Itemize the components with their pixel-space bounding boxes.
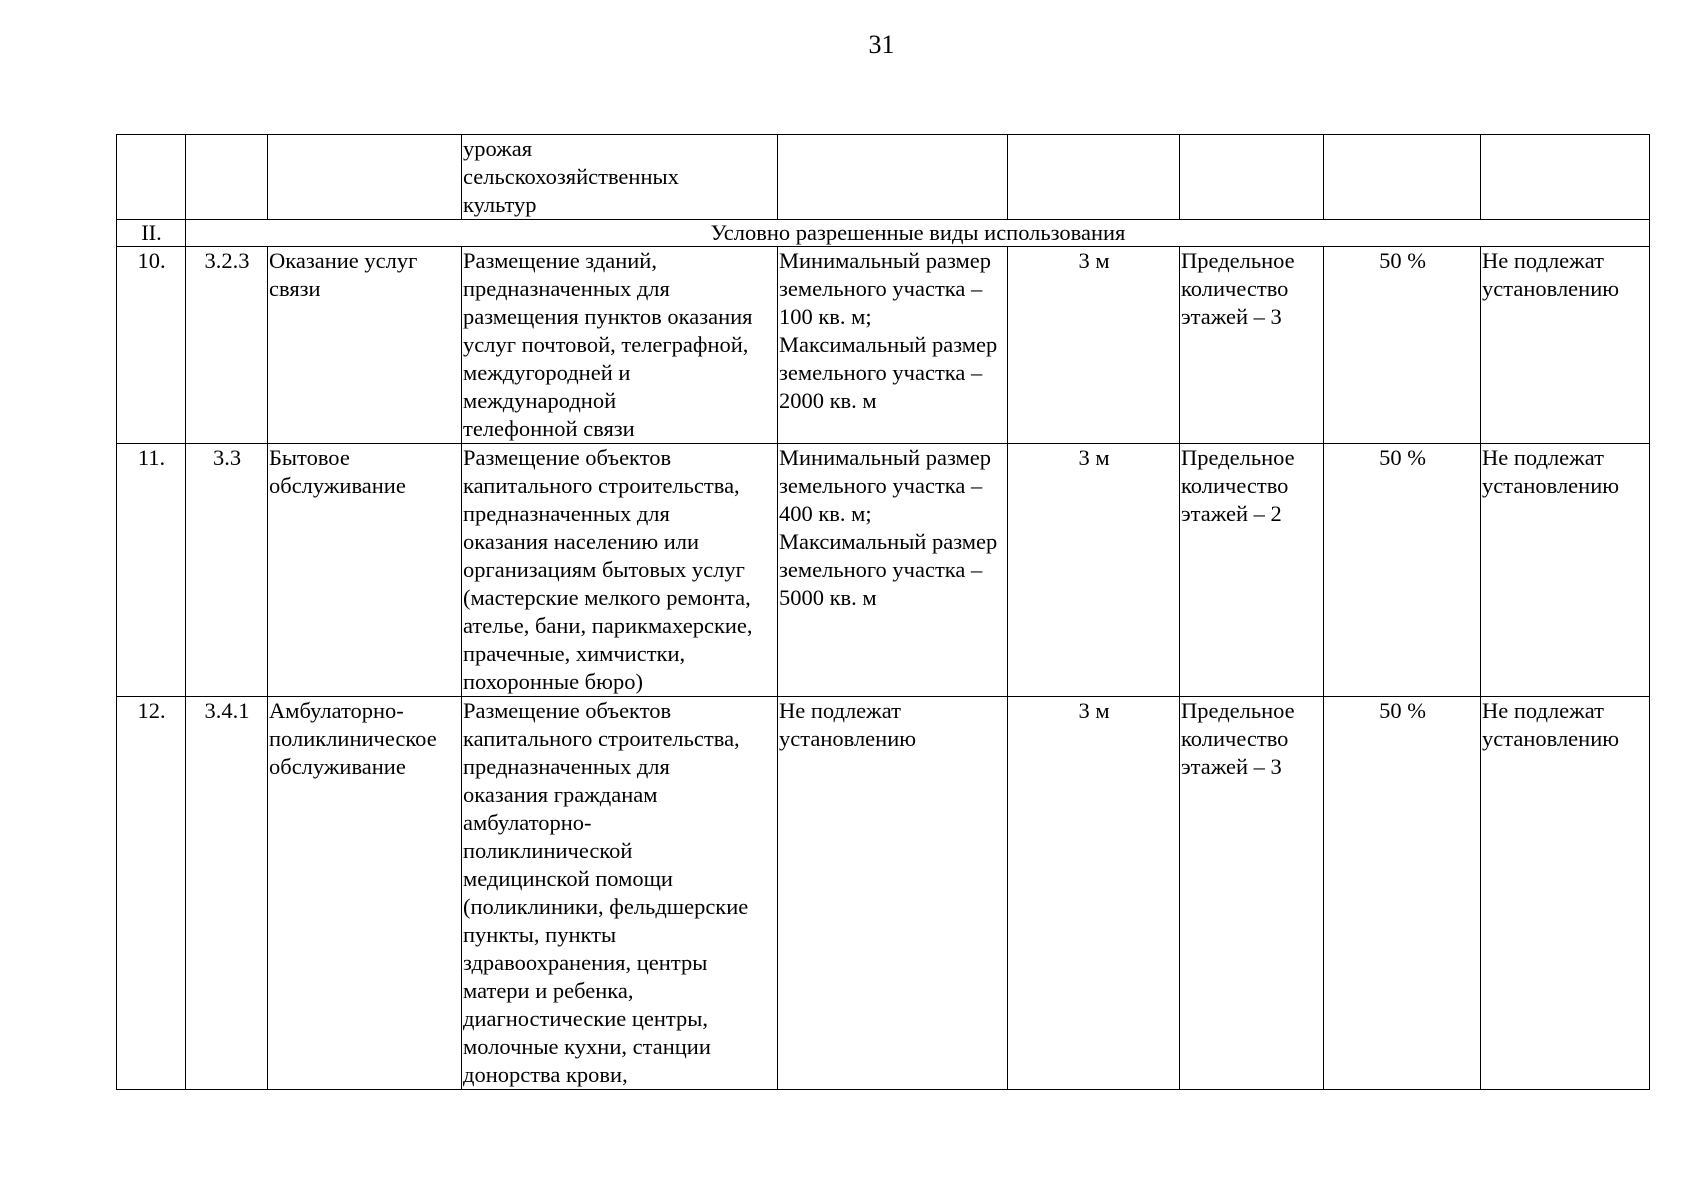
cell-setback: 3 м [1008, 697, 1180, 1090]
cell-num [117, 135, 186, 220]
land-use-table [116, 134, 1650, 1090]
page-number: 31 [868, 30, 895, 59]
cell-code: 3.4.1 [186, 697, 268, 1090]
cell-coverage: 50 % [1324, 444, 1481, 697]
cell-plot-size: Минимальный размер земельного участка – 400 кв. м; Максимальный размер земельного участка – 5000 кв. м [778, 444, 1008, 697]
cell-name: Оказание услуг связи [268, 247, 462, 444]
table-row [117, 697, 1650, 1090]
cell-name [268, 135, 462, 220]
cell-code: 3.2.3 [186, 247, 268, 444]
cell-num: 11. [117, 444, 186, 697]
cell-coverage [1324, 135, 1481, 220]
section-title: Условно разрешенные виды использования [186, 220, 1650, 247]
cell-description: Размещение объектов капитального строительства, предназначенных для оказания гражданам амбулаторно- поликлинической медицинской помощи (поликлиники, фельдшерские пункты, пункты здравоохранения, центры матери и ребенка, диагностические центры, молочные кухни, станции донорства крови, [462, 697, 778, 1090]
cell-code: 3.3 [186, 444, 268, 697]
cell-other [1481, 135, 1650, 220]
cell-floors: Предельное количество этажей – 3 [1180, 247, 1324, 444]
cell-other: Не подлежат установлению [1481, 247, 1650, 444]
cell-plot-size [778, 135, 1008, 220]
cell-description: урожая сельскохозяйственных культур [462, 135, 778, 220]
continuation-row [117, 135, 1650, 220]
section-header-row [117, 220, 1650, 247]
cell-plot-size: Минимальный размер земельного участка – 100 кв. м; Максимальный размер земельного участка – 2000 кв. м [778, 247, 1008, 444]
cell-description: Размещение объектов капитального строительства, предназначенных для оказания населению или организациям бытовых услуг (мастерские мелкого ремонта, ателье, бани, парикмахерские, прачечные, химчистки, похоронные бюро) [462, 444, 778, 697]
cell-name: Амбулаторно- поликлиническое обслуживание [268, 697, 462, 1090]
cell-floors: Предельное количество этажей – 3 [1180, 697, 1324, 1090]
cell-description: Размещение зданий, предназначенных для размещения пунктов оказания услуг почтовой, телеграфной, междугородней и международной телефонной связи [462, 247, 778, 444]
cell-coverage: 50 % [1324, 697, 1481, 1090]
cell-num: 10. [117, 247, 186, 444]
cell-setback [1008, 135, 1180, 220]
table-row [117, 444, 1650, 697]
cell-other: Не подлежат установлению [1481, 697, 1650, 1090]
cell-floors [1180, 135, 1324, 220]
cell-setback: 3 м [1008, 247, 1180, 444]
cell-setback: 3 м [1008, 444, 1180, 697]
cell-name: Бытовое обслуживание [268, 444, 462, 697]
cell-coverage: 50 % [1324, 247, 1481, 444]
cell-code [186, 135, 268, 220]
section-number: II. [117, 220, 186, 247]
cell-other: Не подлежат установлению [1481, 444, 1650, 697]
cell-num: 12. [117, 697, 186, 1090]
table-row [117, 247, 1650, 444]
cell-floors: Предельное количество этажей – 2 [1180, 444, 1324, 697]
cell-plot-size: Не подлежат установлению [778, 697, 1008, 1090]
